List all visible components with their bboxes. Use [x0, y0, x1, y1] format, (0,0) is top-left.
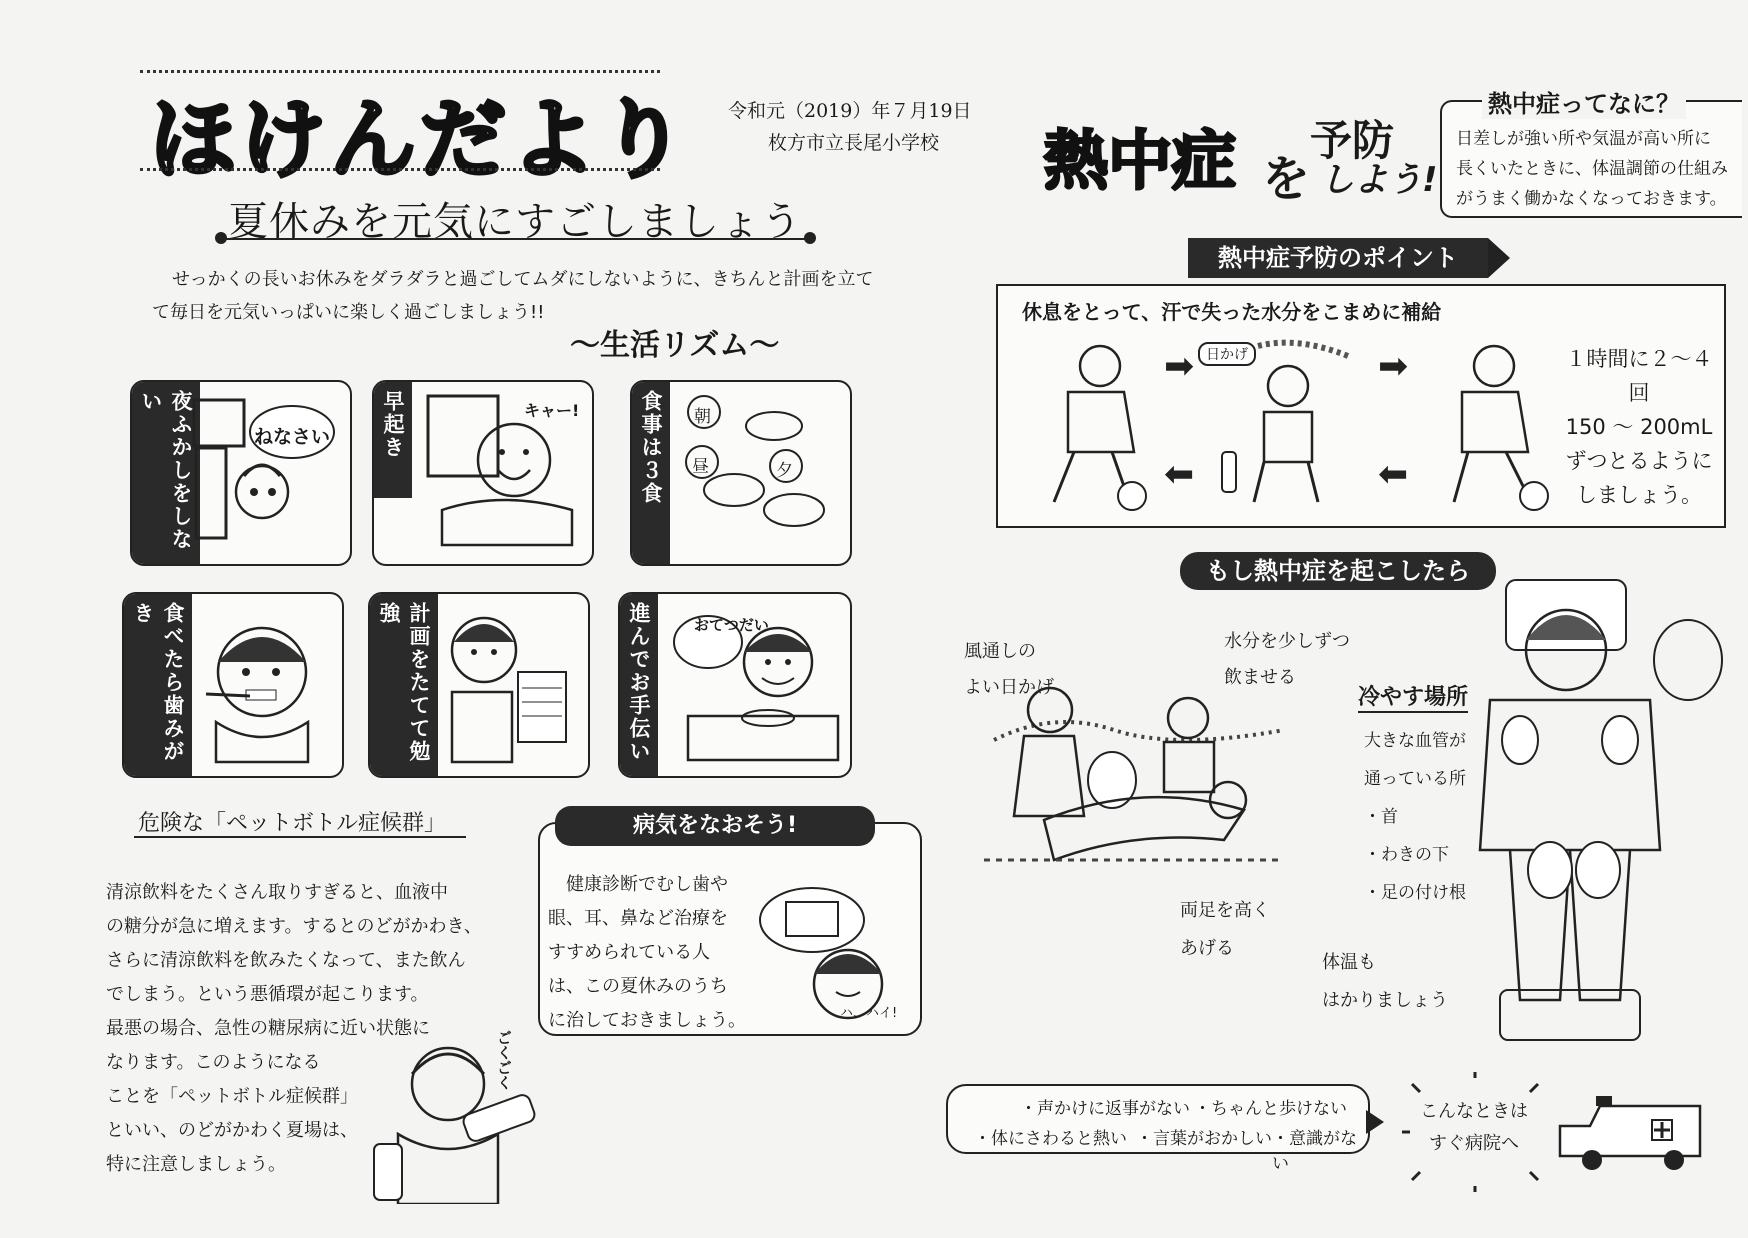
legs-line: 両足を高く [1180, 900, 1270, 921]
prevention-panel [996, 284, 1726, 528]
intake-line: ずつとるように [1565, 449, 1713, 473]
morning-label: 朝 [694, 407, 711, 427]
cooling-heading: 冷やす場所 [1358, 680, 1468, 713]
panel-label: 夜ふかしをしない [132, 382, 200, 564]
pet-heading-underline [134, 836, 466, 838]
lying-patient-illustration [1470, 570, 1730, 1050]
noon-label: 昼 [692, 457, 709, 477]
legs-line: あげる [1180, 938, 1234, 959]
title-bottom-divider [140, 168, 660, 171]
panel-brush-teeth [122, 592, 344, 778]
intro-text-line1: せっかくの長いお休みをダラダラと過ごしてムダにしないように、きちんと計画を立て [172, 269, 874, 290]
speech-text: おてつだい [694, 616, 769, 634]
boy-reply: ハ、ハイ! [840, 1006, 898, 1021]
panel-plan-study [368, 592, 590, 778]
hospital-line: こんなときは [1420, 1101, 1528, 1122]
shade-line: よい日かげ [964, 677, 1054, 698]
temp-line: はかりましょう [1322, 990, 1448, 1011]
panel-help-chores [618, 592, 852, 778]
cooling-line: ・首 [1364, 807, 1398, 827]
speech-bubble: ねなさい [254, 426, 331, 448]
headline-dot-left [215, 232, 227, 244]
planning-child-illustration [422, 602, 582, 767]
illness-line: は、この夏休みのうち [548, 976, 728, 997]
summer-headline: 夏休みを元気にすごしましょう [228, 199, 802, 245]
cooling-line: 大きな血管が [1364, 731, 1466, 751]
symptom-item: ・体にさわると熱い [974, 1129, 1127, 1149]
illness-heading: 病気をなおそう! [555, 806, 875, 846]
intake-line: 150 ～ 200mL [1565, 415, 1713, 439]
gulp-speech: ごくごく [495, 1030, 513, 1090]
pet-line: といい、のどがかわく夏場は、 [106, 1120, 358, 1141]
panel-label: 計画をたてて勉強 [370, 594, 438, 776]
ambulance-icon [1556, 1096, 1706, 1176]
right-arrow-icon-2: ➡ [1378, 346, 1409, 387]
what-is-box [1440, 90, 1742, 218]
left-arrow-icon-2: ⬅ [1378, 454, 1409, 495]
cooling-line: 通っている所 [1364, 769, 1466, 789]
newsletter-title: ほけんだより [150, 90, 690, 190]
headline-underline [222, 238, 808, 240]
pet-line: ことを「ペットボトル症候群」 [106, 1086, 358, 1107]
illness-line: すすめられている人 [548, 942, 711, 963]
legs-label [1180, 892, 1270, 968]
temperature-label [1322, 944, 1448, 1020]
title-top-divider [140, 70, 660, 73]
symptom-item: ・声かけに返事がない [1020, 1099, 1190, 1119]
intake-line: しましょう。 [1576, 483, 1702, 507]
water-line: 飲ませる [1224, 667, 1296, 688]
pet-bottle-heading: 危険な「ペットボトル症候群」 [138, 811, 447, 836]
brushing-girl-illustration [176, 602, 336, 767]
illness-box [538, 822, 922, 1036]
soccer-player-illustration [1008, 336, 1148, 516]
panel-label: 進んでお手伝い [620, 594, 658, 776]
symptom-item: ・ちゃんと歩けない [1194, 1099, 1347, 1119]
cooling-line: ・足の付け根 [1364, 883, 1466, 903]
child-bed-illustration [184, 392, 342, 552]
prevention-subtitle: 休息をとって、汗で失った水分をこまめに補給 [1022, 300, 1442, 324]
water-line: 水分を少しずつ [1224, 631, 1350, 652]
intake-note [1564, 342, 1714, 512]
school-name: 枚方市立長尾小学校 [768, 132, 940, 154]
title-lets: しよう! [1320, 160, 1438, 200]
pet-line: 最悪の場合、急性の糖尿病に近い状態に [106, 1018, 430, 1039]
shade-tag: 日かげ [1198, 342, 1256, 366]
drinking-boy-illustration [368, 1034, 548, 1204]
resting-child-illustration [1208, 336, 1358, 516]
symptom-item: ・言葉がおかしい [1136, 1129, 1272, 1149]
speech-text: キャー! [524, 401, 580, 420]
panel-no-late-night [130, 380, 352, 566]
soccer-player-illustration-2 [1416, 336, 1556, 516]
illness-text [548, 868, 746, 1038]
illness-line: に治しておきましょう。 [548, 1010, 746, 1031]
illness-line: 眼、耳、鼻など治療を [548, 908, 728, 929]
headline-dot-right [804, 232, 816, 244]
what-is-line: 日差しが強い所や気温が高い所に [1456, 129, 1711, 149]
title-particle: を [1262, 151, 1311, 207]
symptom-arrow-icon [1366, 1110, 1384, 1134]
illness-line: 健康診断でむし歯や [566, 874, 728, 895]
pet-line: なります。このようになる [106, 1052, 321, 1073]
what-is-text [1456, 124, 1728, 214]
left-arrow-icon: ⬅ [1164, 454, 1195, 495]
panel-label: 食べたら歯みがき [124, 594, 192, 776]
panel-label: 食事は３食 [632, 382, 670, 564]
panel-label: 早起き [374, 382, 412, 498]
symptom-item: ・意識がない [1272, 1129, 1357, 1174]
pet-line: の糖分が急に増えます。するとのどがかわき、 [106, 916, 482, 937]
what-is-heading: 熱中症ってなに？ [1482, 84, 1686, 119]
if-heatstroke-heading: もし熱中症を起こしたら [1180, 552, 1496, 590]
what-is-line: 長くいたときに、体温調節の仕組み [1456, 159, 1728, 179]
intro-text-line2: て毎日を元気いっぱいに楽しく過ごしましょう!! [152, 302, 545, 323]
burst-lines-icon [1400, 1072, 1550, 1192]
life-rhythm-heading: ～生活リズム～ [570, 328, 780, 363]
intake-line: １時間に２～４回 [1565, 347, 1713, 405]
panel-early-rising [372, 380, 594, 566]
pet-line: 清涼飲料をたくさん取りすぎると、血液中 [106, 882, 448, 903]
pencil-tip-icon [1488, 238, 1510, 278]
shade-line: 風通しの [964, 641, 1036, 662]
pet-line: さらに清涼飲料を飲みたくなって、また飲ん [106, 950, 466, 971]
evening-label: 夕 [776, 461, 793, 481]
title-prevent: 予防 [1310, 116, 1395, 165]
temp-line: 体温も [1322, 952, 1376, 973]
heatstroke-title: 熱中症 [1044, 125, 1236, 199]
right-arrow-icon: ➡ [1164, 346, 1195, 387]
heatstroke-title-block [1030, 96, 1260, 206]
panel-three-meals [630, 380, 852, 566]
prevention-points-heading: 熱中症予防のポイント [1188, 238, 1488, 278]
hospital-line: すぐ病院へ [1429, 1133, 1519, 1154]
issue-date: 令和元（2019）年７月19日 [728, 100, 972, 122]
pet-line: 特に注意しましょう。 [106, 1154, 286, 1175]
cooling-list [1364, 722, 1466, 912]
cooling-line: ・わきの下 [1364, 845, 1449, 865]
pet-line: でしまう。という悪循環が起こります。 [106, 984, 429, 1005]
first-aid-scene-illustration [984, 660, 1284, 870]
what-is-line: がうまく働かなくなっておきます。 [1456, 189, 1727, 209]
symptoms-box [946, 1084, 1370, 1174]
